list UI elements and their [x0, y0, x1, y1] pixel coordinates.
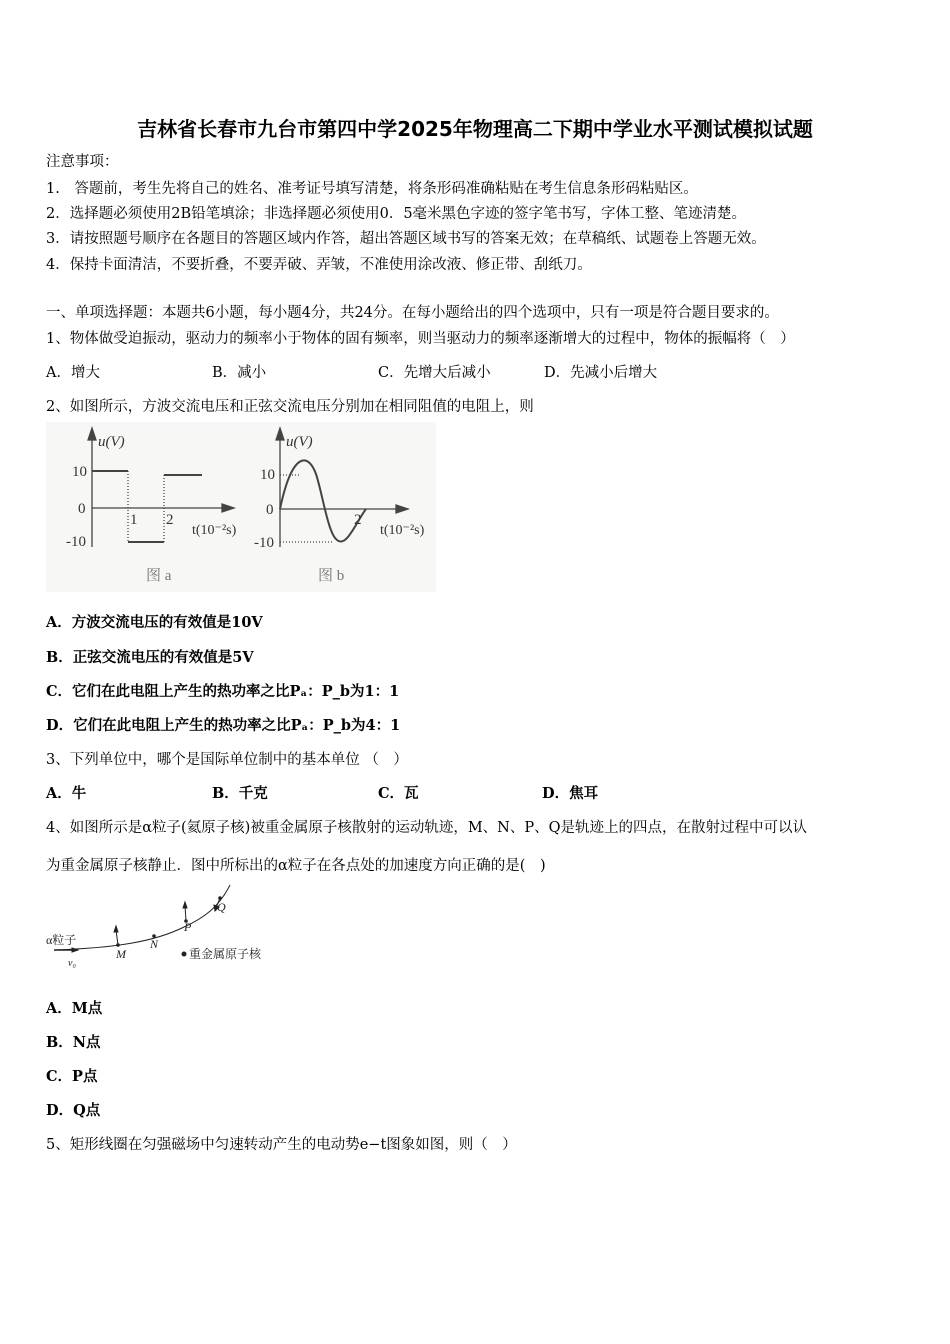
option-c[interactable]: C．它们在此电阻上产生的热功率之比Pₐ：P_b为1：1: [46, 683, 400, 700]
option-d[interactable]: D．焦耳: [542, 785, 599, 802]
fig-a-caption: 图 a: [146, 568, 172, 584]
q3-stem: 3、下列单位中，哪个是国际单位制中的基本单位 （ ）: [46, 752, 408, 768]
q2-stem: 2、如图所示，方波交流电压和正弦交流电压分别加在相同阻值的电阻上，则: [46, 399, 534, 415]
q4-stem-line1: 4、如图所示是α粒子(氦原子核)被重金属原子核散射的运动轨迹，M、N、P、Q是轨迹上的四点，在散射过程中可以认: [46, 820, 808, 836]
option-b[interactable]: B．正弦交流电压的有效值是5V: [46, 649, 254, 666]
q1-options: [46, 361, 657, 382]
q1-stem: 1、物体做受迫振动，驱动力的频率小于物体的固有频率，则当驱动力的频率逐渐增大的过程中，物体的振幅将（ ）: [46, 331, 795, 347]
q4-figure: [44, 882, 284, 970]
particle-label: α粒子: [46, 933, 77, 947]
q5-stem: 5、矩形线圈在匀强磁场中匀速转动产生的电动势e−t图象如图，则（ ）: [46, 1137, 517, 1153]
q2-figure: [46, 422, 436, 592]
option-d[interactable]: D．它们在此电阻上产生的热功率之比Pₐ：P_b为4：1: [46, 717, 401, 734]
option-a[interactable]: A．M点: [46, 1000, 103, 1017]
v0-label: v₀: [68, 958, 76, 969]
notice-item: 1. 答题前，考生先将自己的姓名、准考证号填写清楚，将条形码准确粘贴在考生信息条形码粘贴区。: [46, 181, 698, 197]
option-b[interactable]: B．减小: [212, 365, 267, 381]
nucleus-dot: [182, 952, 187, 957]
fig-b-ylabel: u(V): [286, 434, 313, 450]
fig-a-ylabel: u(V): [98, 434, 125, 450]
tick: 10: [260, 467, 275, 483]
option-c[interactable]: C．瓦: [378, 785, 419, 802]
tick: 0: [266, 502, 274, 518]
fig-b-caption: 图 b: [318, 568, 345, 584]
point-m: M: [116, 947, 126, 961]
notice-item: 4．保持卡面清洁，不要折叠，不要弄破、弄皱，不准使用涂改液、修正带、刮纸刀。: [46, 257, 592, 273]
option-a[interactable]: A．增大: [46, 365, 100, 381]
tick: 2: [354, 512, 362, 528]
point-n: N: [150, 937, 159, 951]
fig-a-xlabel: t(10⁻²s): [192, 523, 237, 538]
nucleus-label: 重金属原子核: [189, 947, 262, 961]
notice-heading: 注意事项：: [46, 154, 119, 170]
notice-item: 2．选择题必须使用2B铅笔填涂；非选择题必须使用0．5毫米黑色字迹的签字笔书写，字体工整、笔迹清楚。: [46, 206, 747, 222]
tick: 2: [166, 512, 174, 528]
tick: 10: [72, 464, 87, 480]
tick: -10: [66, 534, 86, 550]
option-a[interactable]: A．牛: [46, 785, 87, 802]
trajectory: [54, 885, 230, 950]
option-c[interactable]: C．先增大后减小: [378, 365, 491, 381]
tick: -10: [254, 535, 274, 551]
option-b[interactable]: B．N点: [46, 1034, 101, 1051]
tick: 1: [130, 512, 138, 528]
fig-b-xlabel: t(10⁻²s): [380, 523, 425, 538]
option-c[interactable]: C．P点: [46, 1068, 98, 1085]
tick: 0: [78, 501, 86, 517]
option-d[interactable]: D．先减小后增大: [544, 365, 658, 381]
point-p: P: [184, 920, 192, 934]
section-heading: 一、单项选择题：本题共6小题，每小题4分，共24分。在每小题给出的四个选项中，只有一项是符合题目要求的。: [46, 305, 779, 321]
option-a[interactable]: A．方波交流电压的有效值是10V: [46, 614, 263, 631]
notice-item: 3．请按照题号顺序在各题目的答题区域内作答，超出答题区域书写的答案无效；在草稿纸、试题卷上答题无效。: [46, 231, 766, 247]
q4-stem-line2: 为重金属原子核静止．图中所标出的α粒子在各点处的加速度方向正确的是( ): [46, 858, 546, 874]
point-q: Q: [217, 900, 226, 914]
q3-options: [46, 782, 598, 803]
page-title: 吉林省长春市九台市第四中学2025年物理高二下期中学业水平测试模拟试题: [137, 117, 813, 141]
option-d[interactable]: D．Q点: [46, 1102, 101, 1119]
option-b[interactable]: B．千克: [212, 785, 268, 802]
